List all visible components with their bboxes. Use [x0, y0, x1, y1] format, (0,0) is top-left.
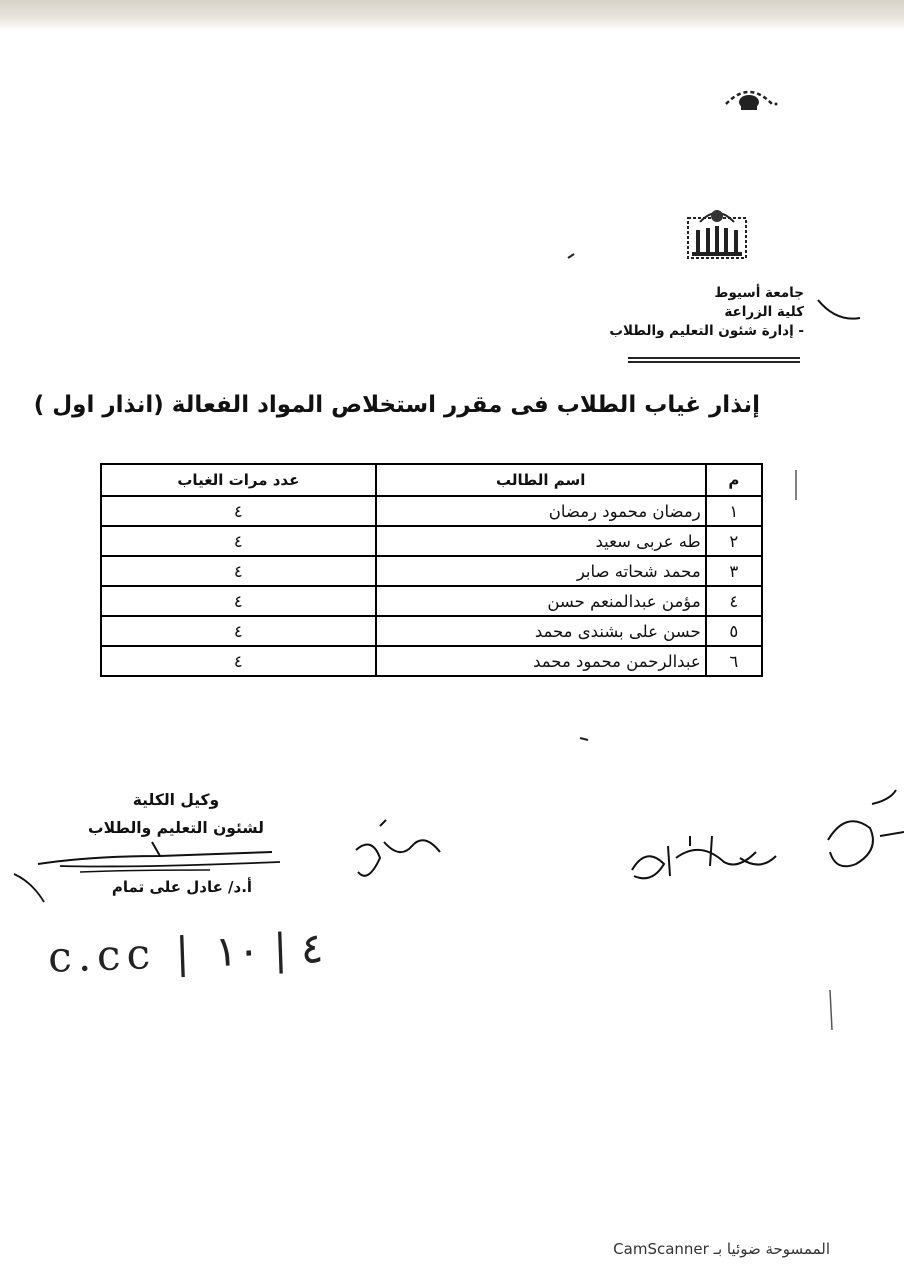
vice-dean-signature: [10, 826, 300, 916]
table-row: [101, 646, 762, 676]
header-student-name: اسم الطالب: [376, 464, 706, 496]
handwritten-date: c.cc | ٤ | ١٠: [47, 923, 325, 982]
absence-count: ٤: [101, 646, 376, 676]
vice-dean-portfolio: لشئون التعليم والطلاب: [88, 819, 264, 837]
absence-count: ٤: [101, 526, 376, 556]
absence-table: [100, 463, 763, 677]
student-name: محمد شحاته صابر: [376, 556, 706, 586]
absence-count: ٤: [101, 496, 376, 526]
scanner-watermark: الممسوحة ضوئيا بـ CamScanner: [613, 1240, 830, 1258]
letterhead: [544, 284, 804, 341]
document-title: إنذار غياب الطلاب فى مقرر استخلاص المواد الفعالة (انذار اول ): [33, 392, 760, 418]
row-number: ٣: [706, 556, 762, 586]
table-row: [101, 526, 762, 556]
faculty-name: كلية الزراعة: [724, 304, 804, 320]
absence-count: ٤: [101, 586, 376, 616]
student-name: عبدالرحمن محمود محمد: [376, 646, 706, 676]
university-emblem-icon: [718, 82, 780, 118]
university-name: جامعة أسيوط: [714, 285, 804, 301]
absence-count: ٤: [101, 616, 376, 646]
student-name: حسن على بشندى محمد: [376, 616, 706, 646]
vice-dean-role: وكيل الكلية: [132, 791, 220, 809]
table-row: [101, 586, 762, 616]
table-row: [101, 616, 762, 646]
header-number: م: [706, 464, 762, 496]
header-absence-count: عدد مرات الغياب: [101, 464, 376, 496]
student-name: مؤمن عبدالمنعم حسن: [376, 586, 706, 616]
vice-dean-name: أ.د/ عادل على تمام: [111, 878, 253, 896]
faculty-logo-icon: [684, 204, 750, 262]
table-row: [101, 556, 762, 586]
table-header-row: [101, 464, 762, 496]
department-name: - إدارة شئون التعليم والطلاب: [609, 323, 804, 339]
letterhead-divider: [628, 357, 800, 365]
table-row: [101, 496, 762, 526]
row-number: ٤: [706, 586, 762, 616]
student-name: طه عربى سعيد: [376, 526, 706, 556]
student-name: رمضان محمود رمضان: [376, 496, 706, 526]
row-number: ٢: [706, 526, 762, 556]
row-number: ٦: [706, 646, 762, 676]
row-number: ١: [706, 496, 762, 526]
absence-count: ٤: [101, 556, 376, 586]
row-number: ٥: [706, 616, 762, 646]
scan-top-edge: [0, 0, 904, 30]
